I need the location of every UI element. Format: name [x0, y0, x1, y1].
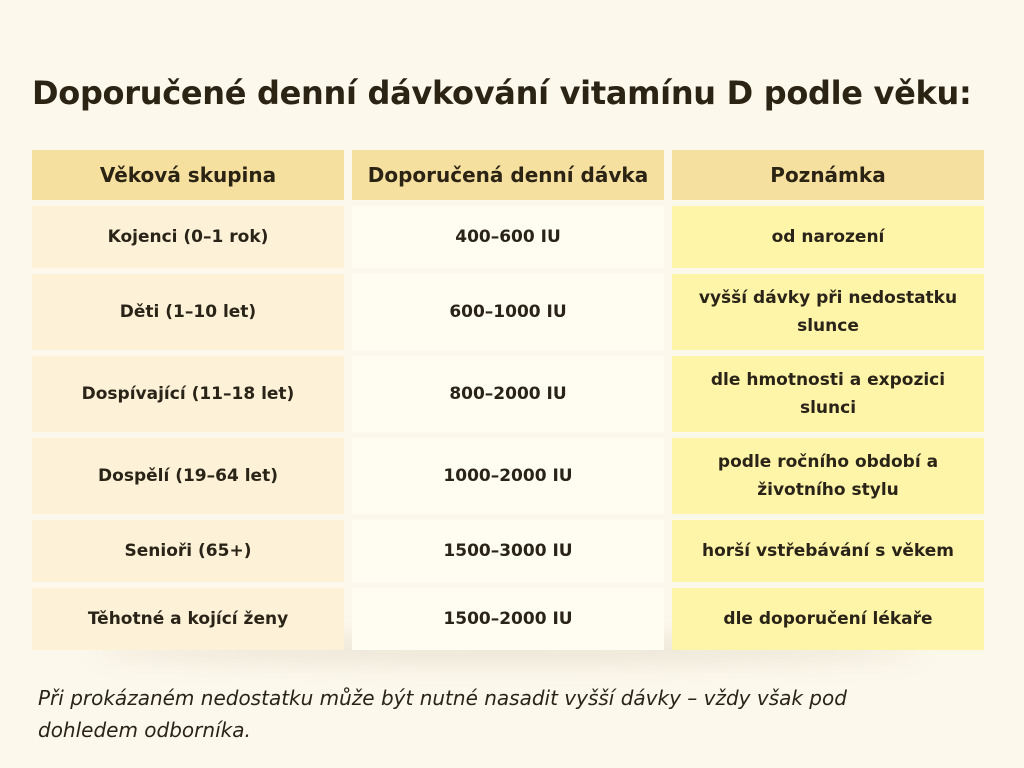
table-cell-age-group: Těhotné a kojící ženy [32, 588, 344, 650]
table-cell-daily-dose: 600–1000 IU [352, 274, 664, 350]
table-cell-age-group: Senioři (65+) [32, 520, 344, 582]
table-cell-daily-dose: 1500–2000 IU [352, 588, 664, 650]
table-cell-note: vyšší dávky při nedostatku slunce [672, 274, 984, 350]
table-cell-age-group: Kojenci (0–1 rok) [32, 206, 344, 268]
column-header-daily-dose: Doporučená denní dávka [352, 150, 664, 200]
table-cell-daily-dose: 800–2000 IU [352, 356, 664, 432]
table-cell-age-group: Dospívající (11–18 let) [32, 356, 344, 432]
table-cell-note: horší vstřebávání s věkem [672, 520, 984, 582]
table-cell-daily-dose: 1000–2000 IU [352, 438, 664, 514]
table-cell-note: dle hmotnosti a expozici slunci [672, 356, 984, 432]
column-header-note: Poznámka [672, 150, 984, 200]
footnote: Při prokázaném nedostatku může být nutné nasadit vyšší dávky – vždy však pod dohledem odborníka. [38, 686, 847, 742]
dosage-table [32, 150, 984, 650]
page-title: Doporučené denní dávkování vitamínu D podle věku: [32, 74, 972, 112]
table-cell-daily-dose: 400–600 IU [352, 206, 664, 268]
table-cell-note: podle ročního období a životního stylu [672, 438, 984, 514]
table-cell-note: od narození [672, 206, 984, 268]
table-cell-note: dle doporučení lékaře [672, 588, 984, 650]
table-cell-age-group: Děti (1–10 let) [32, 274, 344, 350]
table-cell-age-group: Dospělí (19–64 let) [32, 438, 344, 514]
table-cell-daily-dose: 1500–3000 IU [352, 520, 664, 582]
column-header-age-group: Věková skupina [32, 150, 344, 200]
table-grid [32, 150, 984, 650]
